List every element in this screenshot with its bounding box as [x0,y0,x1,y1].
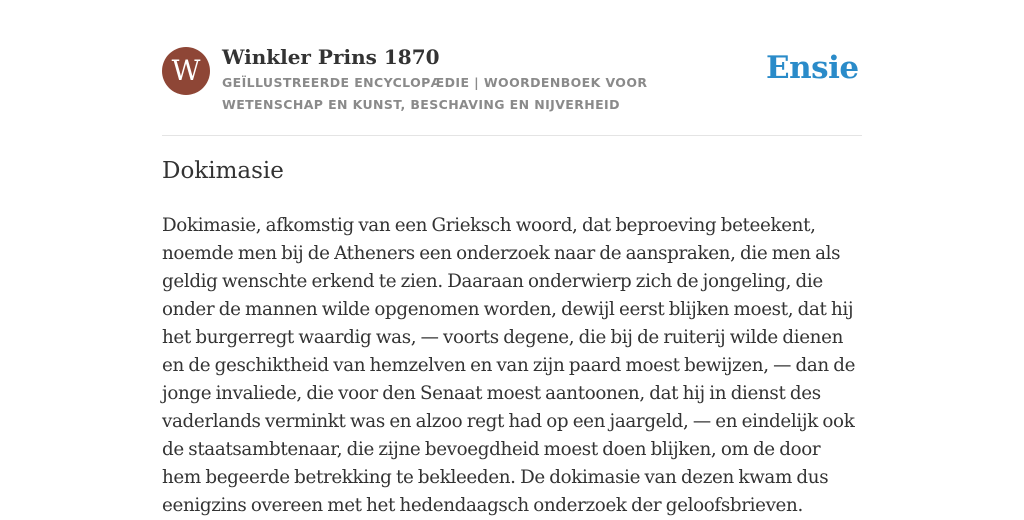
avatar-letter: W [171,54,201,87]
source-avatar[interactable] [162,47,210,95]
entry-title: Dokimasie [162,158,284,184]
ensie-logo[interactable]: Ensie [766,50,859,86]
entry-body: Dokimasie, afkomstig van een Grieksch woord, dat beproeving beteekent, noemde men bij de Atheners een onderzoek naar de aanspraken, die men als geldig wenschte erkend te zien. Daaraan onderwierp zich de jongeling, die onder de mannen wilde opgenomen worden, dewijl eerst blijken moest, dat hij het burgerregt waardig was, — voorts degene, die bij de ruiterij wilde dienen en de geschiktheid van hemzelven en van zijn paard moest bewijzen, — dan de jonge invaliede, die voor den Senaat moest aantoonen, dat hij in dienst des vaderlands verminkt was en alzoo regt had op een jaargeld, — en eindelijk ook de staatsambtenaar, die zijne bevoegdheid moest doen blijken, om de door hem begeerde betrekking te bekleeden. De dokimasie van dezen kwam dus eenigzins overeen met het hedendaagsch onderzoek der geloofsbrieven. [162,215,856,516]
source-title[interactable]: Winkler Prins 1870 [222,45,440,69]
header-divider [162,135,862,136]
source-subtitle: GEÏLLUSTREERDE ENCYCLOPÆDIE | WOORDENBOEK VOOR WETENSCHAP EN KUNST, BESCHAVING EN NIJVERHEID [222,75,648,112]
